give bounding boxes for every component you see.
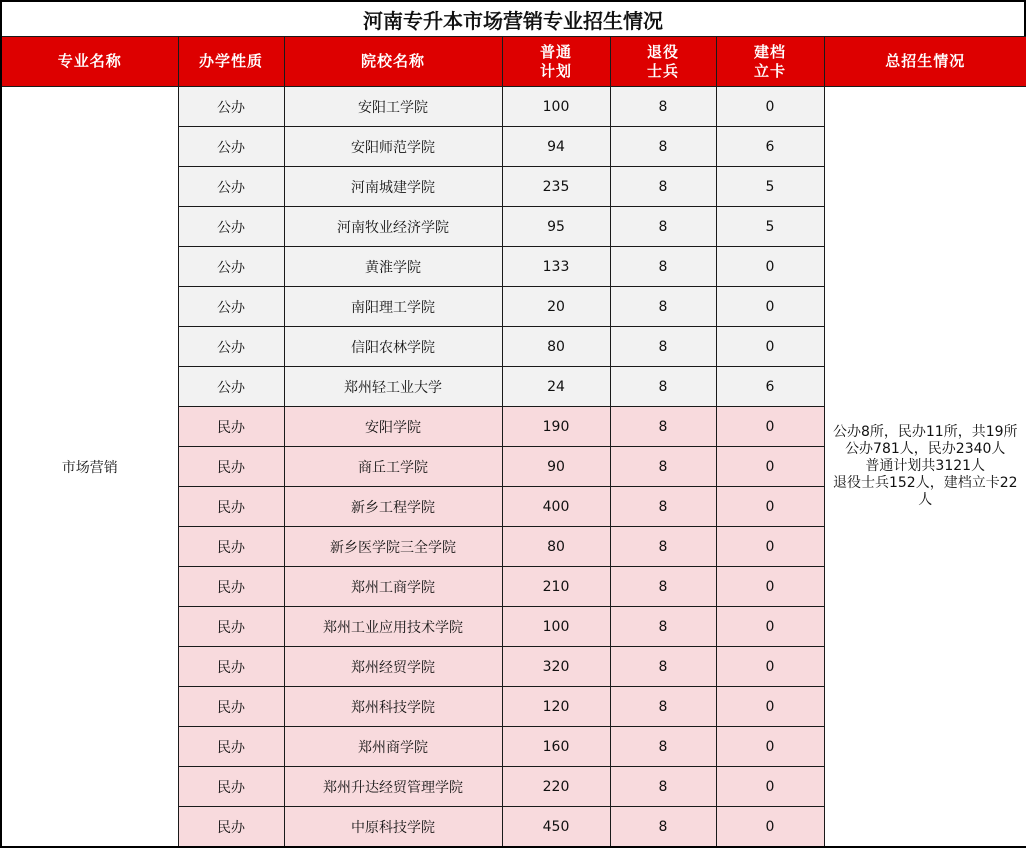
archived-cell: 6 — [716, 127, 824, 167]
veteran-cell: 8 — [610, 327, 716, 367]
nature-cell: 民办 — [178, 407, 284, 447]
archived-cell: 0 — [716, 767, 824, 807]
regular-cell: 190 — [502, 407, 610, 447]
school-cell: 郑州工业应用技术学院 — [284, 607, 502, 647]
header-major: 专业名称 — [1, 37, 178, 87]
veteran-cell: 8 — [610, 367, 716, 407]
nature-cell: 公办 — [178, 247, 284, 287]
school-cell: 郑州商学院 — [284, 727, 502, 767]
nature-cell: 民办 — [178, 687, 284, 727]
archived-cell: 0 — [716, 527, 824, 567]
archived-cell: 0 — [716, 807, 824, 848]
school-cell: 安阳工学院 — [284, 87, 502, 127]
nature-cell: 公办 — [178, 207, 284, 247]
nature-cell: 公办 — [178, 87, 284, 127]
regular-cell: 95 — [502, 207, 610, 247]
archived-cell: 0 — [716, 287, 824, 327]
veteran-cell: 8 — [610, 167, 716, 207]
archived-cell: 0 — [716, 727, 824, 767]
nature-cell: 民办 — [178, 807, 284, 848]
school-cell: 河南城建学院 — [284, 167, 502, 207]
summary-line-2: 公办781人，民办2340人 — [845, 441, 1006, 457]
veteran-cell: 8 — [610, 807, 716, 848]
archived-cell: 0 — [716, 567, 824, 607]
veteran-cell: 8 — [610, 407, 716, 447]
nature-cell: 民办 — [178, 607, 284, 647]
table-row — [1, 87, 1026, 127]
archived-cell: 0 — [716, 87, 824, 127]
archived-cell: 0 — [716, 247, 824, 287]
summary-cell — [824, 87, 1026, 848]
regular-cell: 20 — [502, 287, 610, 327]
veteran-cell: 8 — [610, 87, 716, 127]
summary-line-3: 普通计划共3121人 — [865, 458, 986, 474]
regular-cell: 24 — [502, 367, 610, 407]
veteran-cell: 8 — [610, 247, 716, 287]
regular-cell: 220 — [502, 767, 610, 807]
header-veteran-line2: 士兵 — [646, 61, 679, 80]
school-cell: 郑州科技学院 — [284, 687, 502, 727]
veteran-cell: 8 — [610, 647, 716, 687]
regular-cell: 235 — [502, 167, 610, 207]
nature-cell: 民办 — [178, 487, 284, 527]
header-archived-line2: 立卡 — [753, 61, 786, 80]
enrollment-table — [0, 36, 1026, 848]
header-archived-line1: 建档 — [753, 42, 786, 61]
school-cell: 商丘工学院 — [284, 447, 502, 487]
archived-cell: 0 — [716, 447, 824, 487]
veteran-cell: 8 — [610, 527, 716, 567]
header-archived — [716, 37, 824, 87]
regular-cell: 100 — [502, 607, 610, 647]
veteran-cell: 8 — [610, 447, 716, 487]
archived-cell: 0 — [716, 687, 824, 727]
nature-cell: 公办 — [178, 327, 284, 367]
header-veteran — [610, 37, 716, 87]
regular-cell: 80 — [502, 527, 610, 567]
header-school: 院校名称 — [284, 37, 502, 87]
regular-cell: 450 — [502, 807, 610, 848]
school-cell: 安阳师范学院 — [284, 127, 502, 167]
summary-line-1: 公办8所，民办11所，共19所 — [832, 424, 1018, 440]
school-cell: 南阳理工学院 — [284, 287, 502, 327]
header-row — [1, 37, 1026, 87]
veteran-cell: 8 — [610, 567, 716, 607]
veteran-cell: 8 — [610, 767, 716, 807]
archived-cell: 0 — [716, 487, 824, 527]
nature-cell: 民办 — [178, 727, 284, 767]
nature-cell: 公办 — [178, 167, 284, 207]
archived-cell: 5 — [716, 167, 824, 207]
nature-cell: 公办 — [178, 127, 284, 167]
school-cell: 信阳农林学院 — [284, 327, 502, 367]
nature-cell: 公办 — [178, 287, 284, 327]
veteran-cell: 8 — [610, 687, 716, 727]
header-veteran-line1: 退役 — [646, 42, 679, 61]
archived-cell: 0 — [716, 607, 824, 647]
header-regular-line1: 普通 — [539, 42, 572, 61]
regular-cell: 210 — [502, 567, 610, 607]
regular-cell: 120 — [502, 687, 610, 727]
nature-cell: 民办 — [178, 647, 284, 687]
archived-cell: 0 — [716, 407, 824, 447]
regular-cell: 94 — [502, 127, 610, 167]
veteran-cell: 8 — [610, 607, 716, 647]
veteran-cell: 8 — [610, 207, 716, 247]
veteran-cell: 8 — [610, 127, 716, 167]
school-cell: 中原科技学院 — [284, 807, 502, 848]
regular-cell: 100 — [502, 87, 610, 127]
nature-cell: 民办 — [178, 767, 284, 807]
nature-cell: 民办 — [178, 567, 284, 607]
archived-cell: 0 — [716, 327, 824, 367]
regular-cell: 400 — [502, 487, 610, 527]
sheet-title: 河南专升本市场营销专业招生情况 — [0, 0, 1026, 37]
regular-cell: 320 — [502, 647, 610, 687]
school-cell: 新乡医学院三全学院 — [284, 527, 502, 567]
header-nature: 办学性质 — [178, 37, 284, 87]
school-cell: 郑州轻工业大学 — [284, 367, 502, 407]
veteran-cell: 8 — [610, 287, 716, 327]
school-cell: 郑州经贸学院 — [284, 647, 502, 687]
archived-cell: 6 — [716, 367, 824, 407]
regular-cell: 80 — [502, 327, 610, 367]
school-cell: 河南牧业经济学院 — [284, 207, 502, 247]
archived-cell: 0 — [716, 647, 824, 687]
header-summary: 总招生情况 — [824, 37, 1026, 87]
nature-cell: 民办 — [178, 447, 284, 487]
school-cell: 郑州工商学院 — [284, 567, 502, 607]
school-cell: 黄淮学院 — [284, 247, 502, 287]
nature-cell: 公办 — [178, 367, 284, 407]
regular-cell: 133 — [502, 247, 610, 287]
archived-cell: 5 — [716, 207, 824, 247]
regular-cell: 160 — [502, 727, 610, 767]
school-cell: 郑州升达经贸管理学院 — [284, 767, 502, 807]
summary-line-4: 退役士兵152人，建档立卡22人 — [832, 475, 1018, 508]
header-regular-line2: 计划 — [539, 61, 572, 80]
nature-cell: 民办 — [178, 527, 284, 567]
regular-cell: 90 — [502, 447, 610, 487]
veteran-cell: 8 — [610, 727, 716, 767]
major-name-cell: 市场营销 — [1, 87, 178, 848]
school-cell: 新乡工程学院 — [284, 487, 502, 527]
header-regular-plan — [502, 37, 610, 87]
veteran-cell: 8 — [610, 487, 716, 527]
school-cell: 安阳学院 — [284, 407, 502, 447]
